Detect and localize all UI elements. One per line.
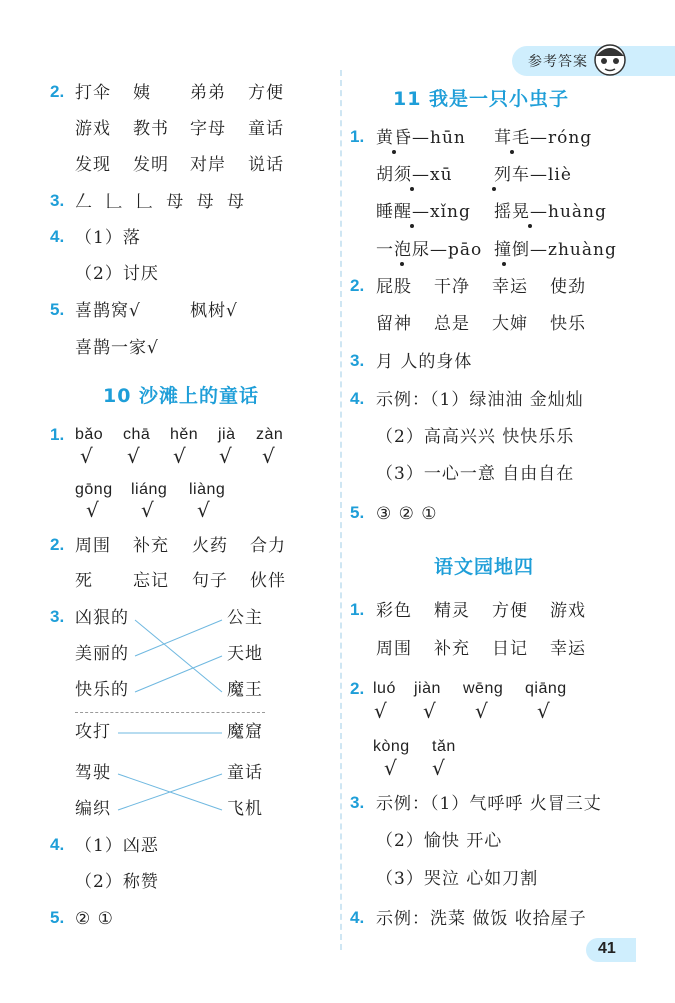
answer-text: 喜鹊一家√ (75, 338, 159, 358)
question-number: 4. (350, 908, 365, 927)
check-mark-icon: √ (173, 444, 186, 468)
word: 火药 (192, 536, 228, 556)
pinyin: liáng (131, 481, 168, 498)
answer-text: （2）高高兴兴 快快乐乐 (376, 427, 575, 447)
check-mark-icon: √ (423, 699, 436, 723)
word: 弟弟 (190, 83, 226, 103)
answer-text: 示例：洗菜 做饭 收拾屋子 (376, 909, 587, 929)
pinyin: wēng (463, 680, 504, 697)
emphasis-dot (410, 187, 414, 191)
check-mark-icon: √ (219, 444, 232, 468)
page-number-badge (586, 938, 636, 962)
word: 童话 (248, 119, 284, 139)
question-number: 3. (50, 191, 65, 210)
word: 屁股 (376, 277, 412, 297)
match-right-item: 魔王 (227, 680, 263, 700)
word: 字母 (190, 119, 226, 139)
match-left-item: 美丽的 (75, 644, 129, 664)
match-right-item: 魔窟 (227, 722, 263, 742)
word: 打伞 (75, 83, 111, 103)
pinyin: jià (218, 426, 236, 443)
word: 补充 (434, 639, 470, 659)
emphasis-dot (510, 150, 514, 154)
answer-text: 月 人的身体 (376, 352, 473, 372)
emphasis-dot (410, 224, 414, 228)
match-left-item: 攻打 (75, 722, 111, 742)
pinyin-answer: 撞倒—zhuàng (494, 240, 617, 260)
word: 发明 (133, 155, 169, 175)
pinyin-answer: 摇晃—huàng (494, 202, 607, 222)
pinyin-answer: 睡醒—xǐng (376, 202, 471, 222)
word: 姨 (133, 83, 151, 103)
check-mark-icon: √ (537, 699, 550, 723)
question-number: 4. (350, 389, 365, 408)
emphasis-dot (392, 150, 396, 154)
word: 幸运 (492, 277, 528, 297)
match-left-item: 编织 (75, 799, 111, 819)
question-number: 4. (50, 835, 65, 854)
match-right-item: 公主 (227, 608, 263, 628)
match-right-item: 童话 (227, 763, 263, 783)
emphasis-dot (492, 187, 496, 191)
check-mark-icon: √ (127, 444, 140, 468)
match-line (135, 656, 222, 692)
question-number: 5. (50, 300, 65, 319)
answer-text: （3）哭泣 心如刀割 (376, 869, 539, 889)
question-number: 2. (50, 535, 65, 554)
word: 发现 (75, 155, 111, 175)
word: 大婶 (492, 314, 528, 334)
answer-text: （1）凶恶 (75, 836, 159, 856)
question-number: 2. (350, 679, 365, 698)
check-mark-icon: √ (475, 699, 488, 723)
pinyin: gōng (75, 481, 113, 498)
answer-text: ② ① (75, 909, 114, 929)
pinyin: luó (373, 680, 396, 697)
word: 游戏 (550, 601, 586, 621)
word: 方便 (492, 601, 528, 621)
pinyin: qiāng (525, 680, 567, 697)
question-number: 2. (50, 82, 65, 101)
pinyin: kòng (373, 738, 410, 755)
lesson-title: 11 我是一只小虫子 (393, 88, 570, 110)
match-left-item: 驾驶 (75, 763, 111, 783)
answer-text: 枫树√ (190, 301, 238, 321)
pinyin: hěn (170, 426, 199, 443)
word: 幸运 (550, 639, 586, 659)
section-title: 语文园地四 (434, 556, 535, 578)
question-number: 5. (50, 908, 65, 927)
match-right-item: 天地 (227, 644, 263, 664)
word: 干净 (434, 277, 470, 297)
check-mark-icon: √ (384, 756, 397, 780)
pinyin-answer: 一泡尿—pāo (376, 240, 483, 260)
question-number: 1. (350, 127, 365, 146)
answer-text: （2）讨厌 (75, 264, 159, 284)
answer-text: ③ ② ① (376, 504, 438, 524)
word: 方便 (248, 83, 284, 103)
pinyin-answer: 胡须—xū (376, 165, 453, 185)
check-mark-icon: √ (141, 498, 154, 522)
question-number: 3. (350, 793, 365, 812)
answer-text: （2）称赞 (75, 872, 159, 892)
pinyin: bǎo (75, 426, 104, 443)
header-label: 参考答案 (528, 54, 588, 70)
check-mark-icon: √ (86, 498, 99, 522)
answer-text: （2）愉快 开心 (376, 831, 503, 851)
word: 使劲 (550, 277, 586, 297)
answer-text: （1）落 (75, 228, 141, 248)
word: 死 (75, 571, 93, 591)
check-mark-icon: √ (262, 444, 275, 468)
question-number: 2. (350, 276, 365, 295)
word: 补充 (133, 536, 169, 556)
pinyin-answer: 茸毛—róng (494, 128, 593, 148)
word: 快乐 (550, 314, 586, 334)
word: 句子 (192, 571, 228, 591)
emphasis-dot (502, 262, 506, 266)
stroke-order-answer: 𠃋 𠃊 𠃊 母 母 母 (75, 192, 249, 212)
question-number: 5. (350, 503, 365, 522)
word: 精灵 (434, 601, 470, 621)
match-line (135, 620, 222, 656)
emphasis-dot (528, 224, 532, 228)
word: 周围 (376, 639, 412, 659)
word: 合力 (250, 536, 286, 556)
word: 游戏 (75, 119, 111, 139)
check-mark-icon: √ (432, 756, 445, 780)
question-number: 1. (50, 425, 65, 444)
question-number: 3. (350, 351, 365, 370)
word: 说话 (248, 155, 284, 175)
question-number: 4. (50, 227, 65, 246)
question-number: 1. (350, 600, 365, 619)
word: 教书 (133, 119, 169, 139)
match-line (135, 620, 222, 692)
question-number: 3. (50, 607, 65, 626)
match-left-item: 凶狠的 (75, 608, 129, 628)
answer-text: 示例：（1）气呼呼 火冒三丈 (376, 794, 602, 814)
check-mark-icon: √ (197, 498, 210, 522)
answer-text: （3）一心一意 自由自在 (376, 464, 575, 484)
check-mark-icon: √ (80, 444, 93, 468)
emphasis-dot (400, 262, 404, 266)
page-number: 41 (598, 940, 616, 957)
match-left-item: 快乐的 (75, 680, 129, 700)
pinyin: liàng (189, 481, 226, 498)
match-right-item: 飞机 (227, 799, 263, 819)
word: 总是 (434, 314, 470, 334)
word: 留神 (376, 314, 412, 334)
answer-text: 示例：（1）绿油油 金灿灿 (376, 390, 584, 410)
lesson-title: 10 沙滩上的童话 (103, 385, 260, 407)
word: 忘记 (133, 571, 169, 591)
pinyin: chā (123, 426, 151, 443)
word: 伙伴 (250, 571, 286, 591)
pinyin: tǎn (432, 738, 456, 755)
pinyin: zàn (256, 426, 284, 443)
word: 日记 (492, 639, 528, 659)
pinyin-answer: 列车—liè (494, 165, 572, 185)
word: 彩色 (376, 601, 412, 621)
word: 对岸 (190, 155, 226, 175)
pinyin: jiàn (414, 680, 441, 697)
pinyin-answer: 黄昏—hūn (376, 128, 466, 148)
answer-text: 喜鹊窝√ (75, 301, 141, 321)
check-mark-icon: √ (374, 699, 387, 723)
word: 周围 (75, 536, 111, 556)
